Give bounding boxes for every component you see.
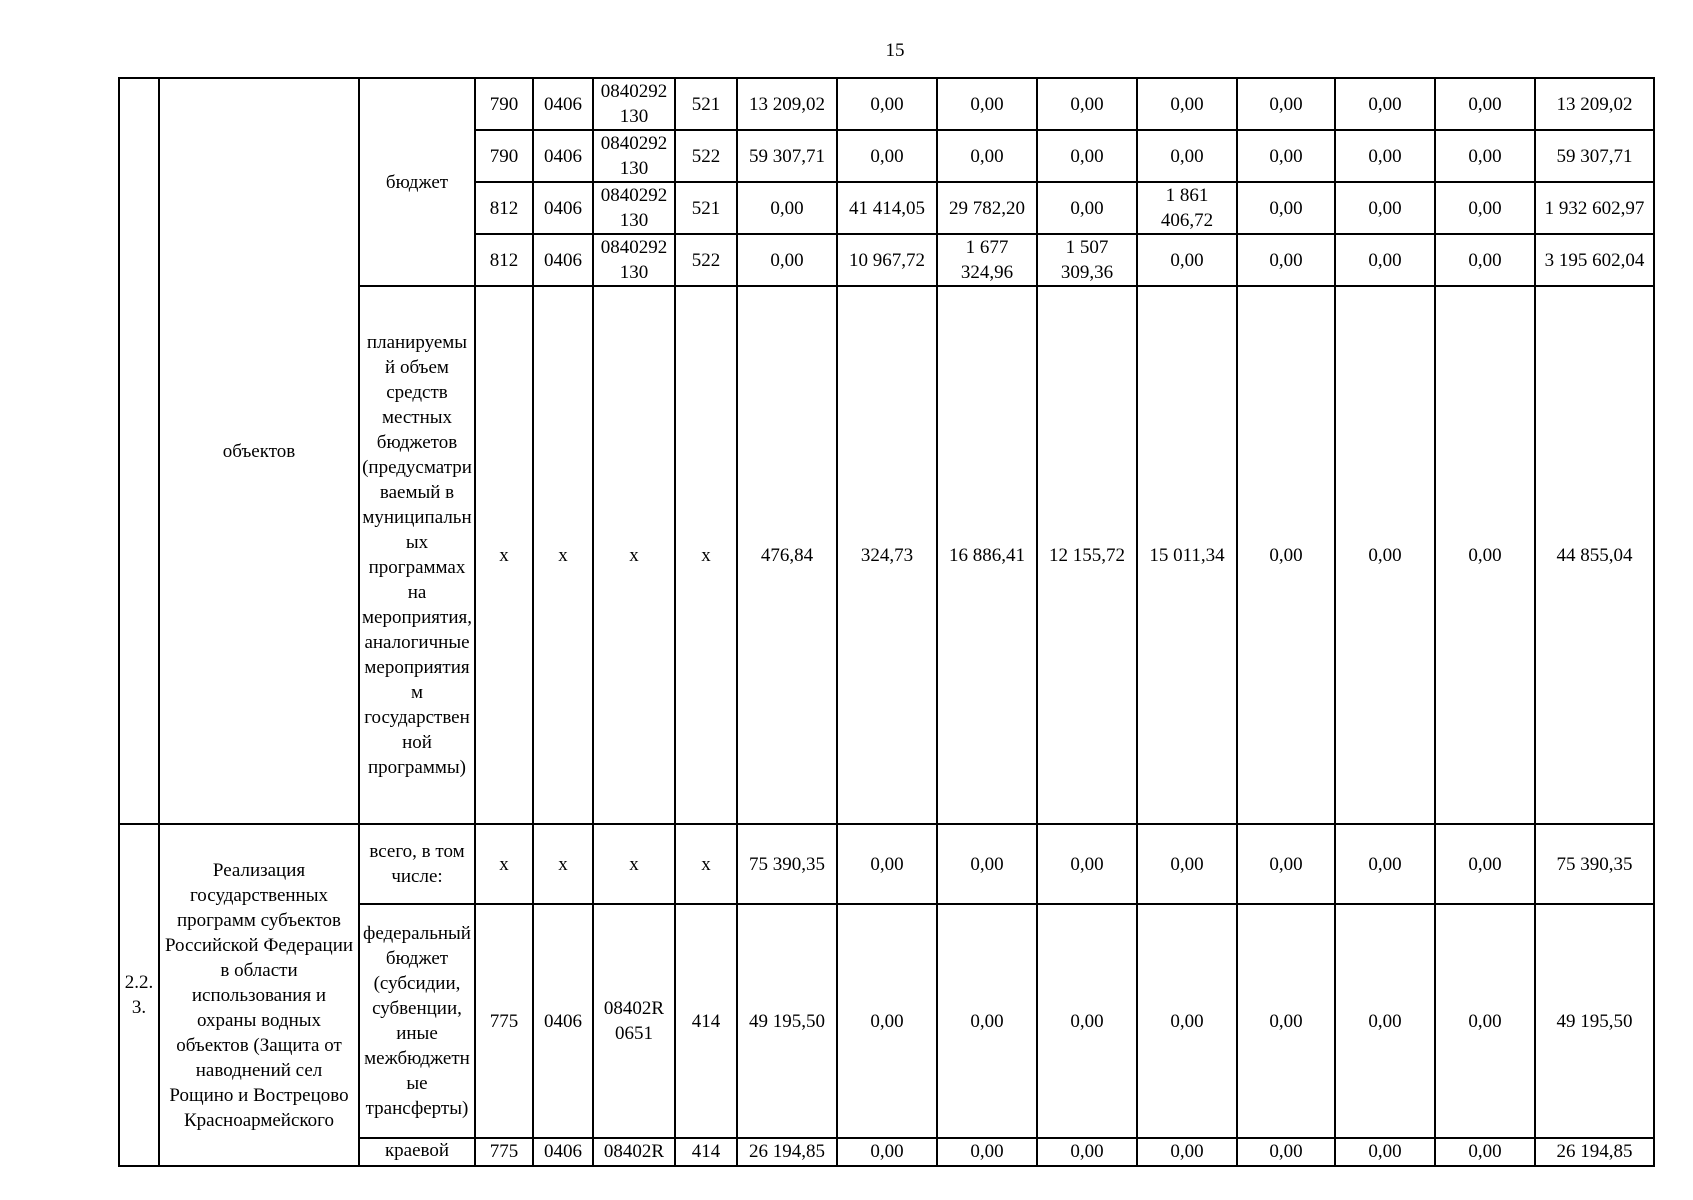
value-cell: 0,00 [1137, 78, 1237, 130]
total-cell: 1 932 602,97 [1535, 182, 1654, 234]
value-cell: 0,00 [1237, 182, 1335, 234]
value-cell: 1 861 406,72 [1137, 182, 1237, 234]
grbs-cell: x [475, 286, 533, 824]
row-number-cell: 2.2.3. [119, 824, 159, 1166]
value-cell: 0,00 [1335, 904, 1435, 1138]
csr-cell: x [593, 824, 675, 904]
value-cell: 0,00 [1435, 182, 1535, 234]
rzpr-cell: x [533, 286, 593, 824]
value-cell: 0,00 [1137, 824, 1237, 904]
total-cell: 59 307,71 [1535, 130, 1654, 182]
value-cell: 12 155,72 [1037, 286, 1137, 824]
value-cell: 324,73 [837, 286, 937, 824]
value-cell: 0,00 [837, 130, 937, 182]
value-cell: 0,00 [937, 1138, 1037, 1166]
value-cell: 0,00 [1435, 286, 1535, 824]
value-cell: 1 677 324,96 [937, 234, 1037, 286]
value-cell: 0,00 [1335, 286, 1435, 824]
value-cell: 0,00 [837, 1138, 937, 1166]
grbs-cell: 812 [475, 234, 533, 286]
csr-cell: 0840292 130 [593, 234, 675, 286]
vr-cell: x [675, 286, 737, 824]
value-cell: 0,00 [1037, 130, 1137, 182]
vr-cell: x [675, 824, 737, 904]
value-cell: 29 782,20 [937, 182, 1037, 234]
value-cell: 0,00 [1435, 234, 1535, 286]
vr-cell: 521 [675, 182, 737, 234]
total-cell: 3 195 602,04 [1535, 234, 1654, 286]
csr-cell: 08402R 0651 [593, 904, 675, 1138]
value-cell: 0,00 [1037, 182, 1137, 234]
value-cell: 0,00 [1037, 824, 1137, 904]
value-cell: 0,00 [1237, 904, 1335, 1138]
vr-cell: 414 [675, 904, 737, 1138]
value-cell: 0,00 [937, 78, 1037, 130]
value-cell: 26 194,85 [737, 1138, 837, 1166]
value-cell: 0,00 [737, 234, 837, 286]
total-cell: 75 390,35 [1535, 824, 1654, 904]
value-cell: 0,00 [837, 78, 937, 130]
value-cell: 0,00 [737, 182, 837, 234]
funding-source-cell: планируемый объем средств местных бюджетов (предусматриваемый в муниципальных программах на мероприятия, аналогичные мероприятиям государственной программы) [359, 286, 475, 824]
grbs-cell: 775 [475, 904, 533, 1138]
value-cell: 15 011,34 [1137, 286, 1237, 824]
page-number: 15 [885, 40, 905, 61]
value-cell: 0,00 [1435, 824, 1535, 904]
value-cell: 13 209,02 [737, 78, 837, 130]
value-cell: 0,00 [1237, 824, 1335, 904]
grbs-cell: 775 [475, 1138, 533, 1166]
value-cell: 0,00 [1137, 904, 1237, 1138]
rzpr-cell: x [533, 824, 593, 904]
vr-cell: 522 [675, 234, 737, 286]
grbs-cell: x [475, 824, 533, 904]
value-cell: 0,00 [1335, 78, 1435, 130]
value-cell: 49 195,50 [737, 904, 837, 1138]
table-row [119, 78, 1654, 130]
value-cell: 0,00 [837, 904, 937, 1138]
value-cell: 0,00 [937, 824, 1037, 904]
funding-source-cell: бюджет [359, 78, 475, 286]
value-cell: 10 967,72 [837, 234, 937, 286]
value-cell: 0,00 [1435, 130, 1535, 182]
rzpr-cell: 0406 [533, 234, 593, 286]
csr-cell: 0840292 130 [593, 78, 675, 130]
rzpr-cell: 0406 [533, 182, 593, 234]
rzpr-cell: 0406 [533, 130, 593, 182]
value-cell: 0,00 [1237, 234, 1335, 286]
value-cell: 0,00 [1237, 286, 1335, 824]
vr-cell: 522 [675, 130, 737, 182]
value-cell: 0,00 [1335, 824, 1435, 904]
total-cell: 44 855,04 [1535, 286, 1654, 824]
value-cell: 0,00 [1335, 182, 1435, 234]
total-cell: 26 194,85 [1535, 1138, 1654, 1166]
value-cell: 59 307,71 [737, 130, 837, 182]
rzpr-cell: 0406 [533, 904, 593, 1138]
funding-source-cell: всего, в том числе: [359, 824, 475, 904]
rzpr-cell: 0406 [533, 78, 593, 130]
funding-source-cell: краевой [359, 1138, 475, 1166]
csr-cell: 08402R [593, 1138, 675, 1166]
total-cell: 13 209,02 [1535, 78, 1654, 130]
table-row [119, 824, 1654, 904]
value-cell: 0,00 [1137, 234, 1237, 286]
csr-cell: 0840292 130 [593, 130, 675, 182]
value-cell: 0,00 [1137, 130, 1237, 182]
value-cell: 0,00 [1335, 234, 1435, 286]
value-cell: 476,84 [737, 286, 837, 824]
value-cell: 0,00 [837, 824, 937, 904]
funding-source-cell: федеральный бюджет (субсидии, субвенции, иные межбюджетные трансферты) [359, 904, 475, 1138]
grbs-cell: 812 [475, 182, 533, 234]
grbs-cell: 790 [475, 130, 533, 182]
row-number-cell [119, 78, 159, 824]
value-cell: 0,00 [1335, 130, 1435, 182]
vr-cell: 521 [675, 78, 737, 130]
value-cell: 0,00 [1037, 904, 1137, 1138]
value-cell: 0,00 [937, 130, 1037, 182]
csr-cell: 0840292 130 [593, 182, 675, 234]
value-cell: 0,00 [1435, 78, 1535, 130]
grbs-cell: 790 [475, 78, 533, 130]
value-cell: 1 507 309,36 [1037, 234, 1137, 286]
value-cell: 0,00 [1037, 1138, 1137, 1166]
value-cell: 0,00 [1335, 1138, 1435, 1166]
value-cell: 0,00 [1137, 1138, 1237, 1166]
value-cell: 16 886,41 [937, 286, 1037, 824]
budget-table [118, 77, 1655, 1167]
measure-name-cell: Реализация государственных программ субъектов Российской Федерации в области использования и охраны водных объектов (Защита от наводнений сел Рощино и Вострецово Красноармейского [159, 824, 359, 1166]
csr-cell: x [593, 286, 675, 824]
value-cell: 0,00 [1037, 78, 1137, 130]
value-cell: 0,00 [1435, 1138, 1535, 1166]
total-cell: 49 195,50 [1535, 904, 1654, 1138]
value-cell: 0,00 [1237, 130, 1335, 182]
value-cell: 0,00 [937, 904, 1037, 1138]
value-cell: 0,00 [1237, 78, 1335, 130]
rzpr-cell: 0406 [533, 1138, 593, 1166]
value-cell: 41 414,05 [837, 182, 937, 234]
value-cell: 75 390,35 [737, 824, 837, 904]
vr-cell: 414 [675, 1138, 737, 1166]
value-cell: 0,00 [1435, 904, 1535, 1138]
value-cell: 0,00 [1237, 1138, 1335, 1166]
measure-name-cell: объектов [159, 78, 359, 824]
